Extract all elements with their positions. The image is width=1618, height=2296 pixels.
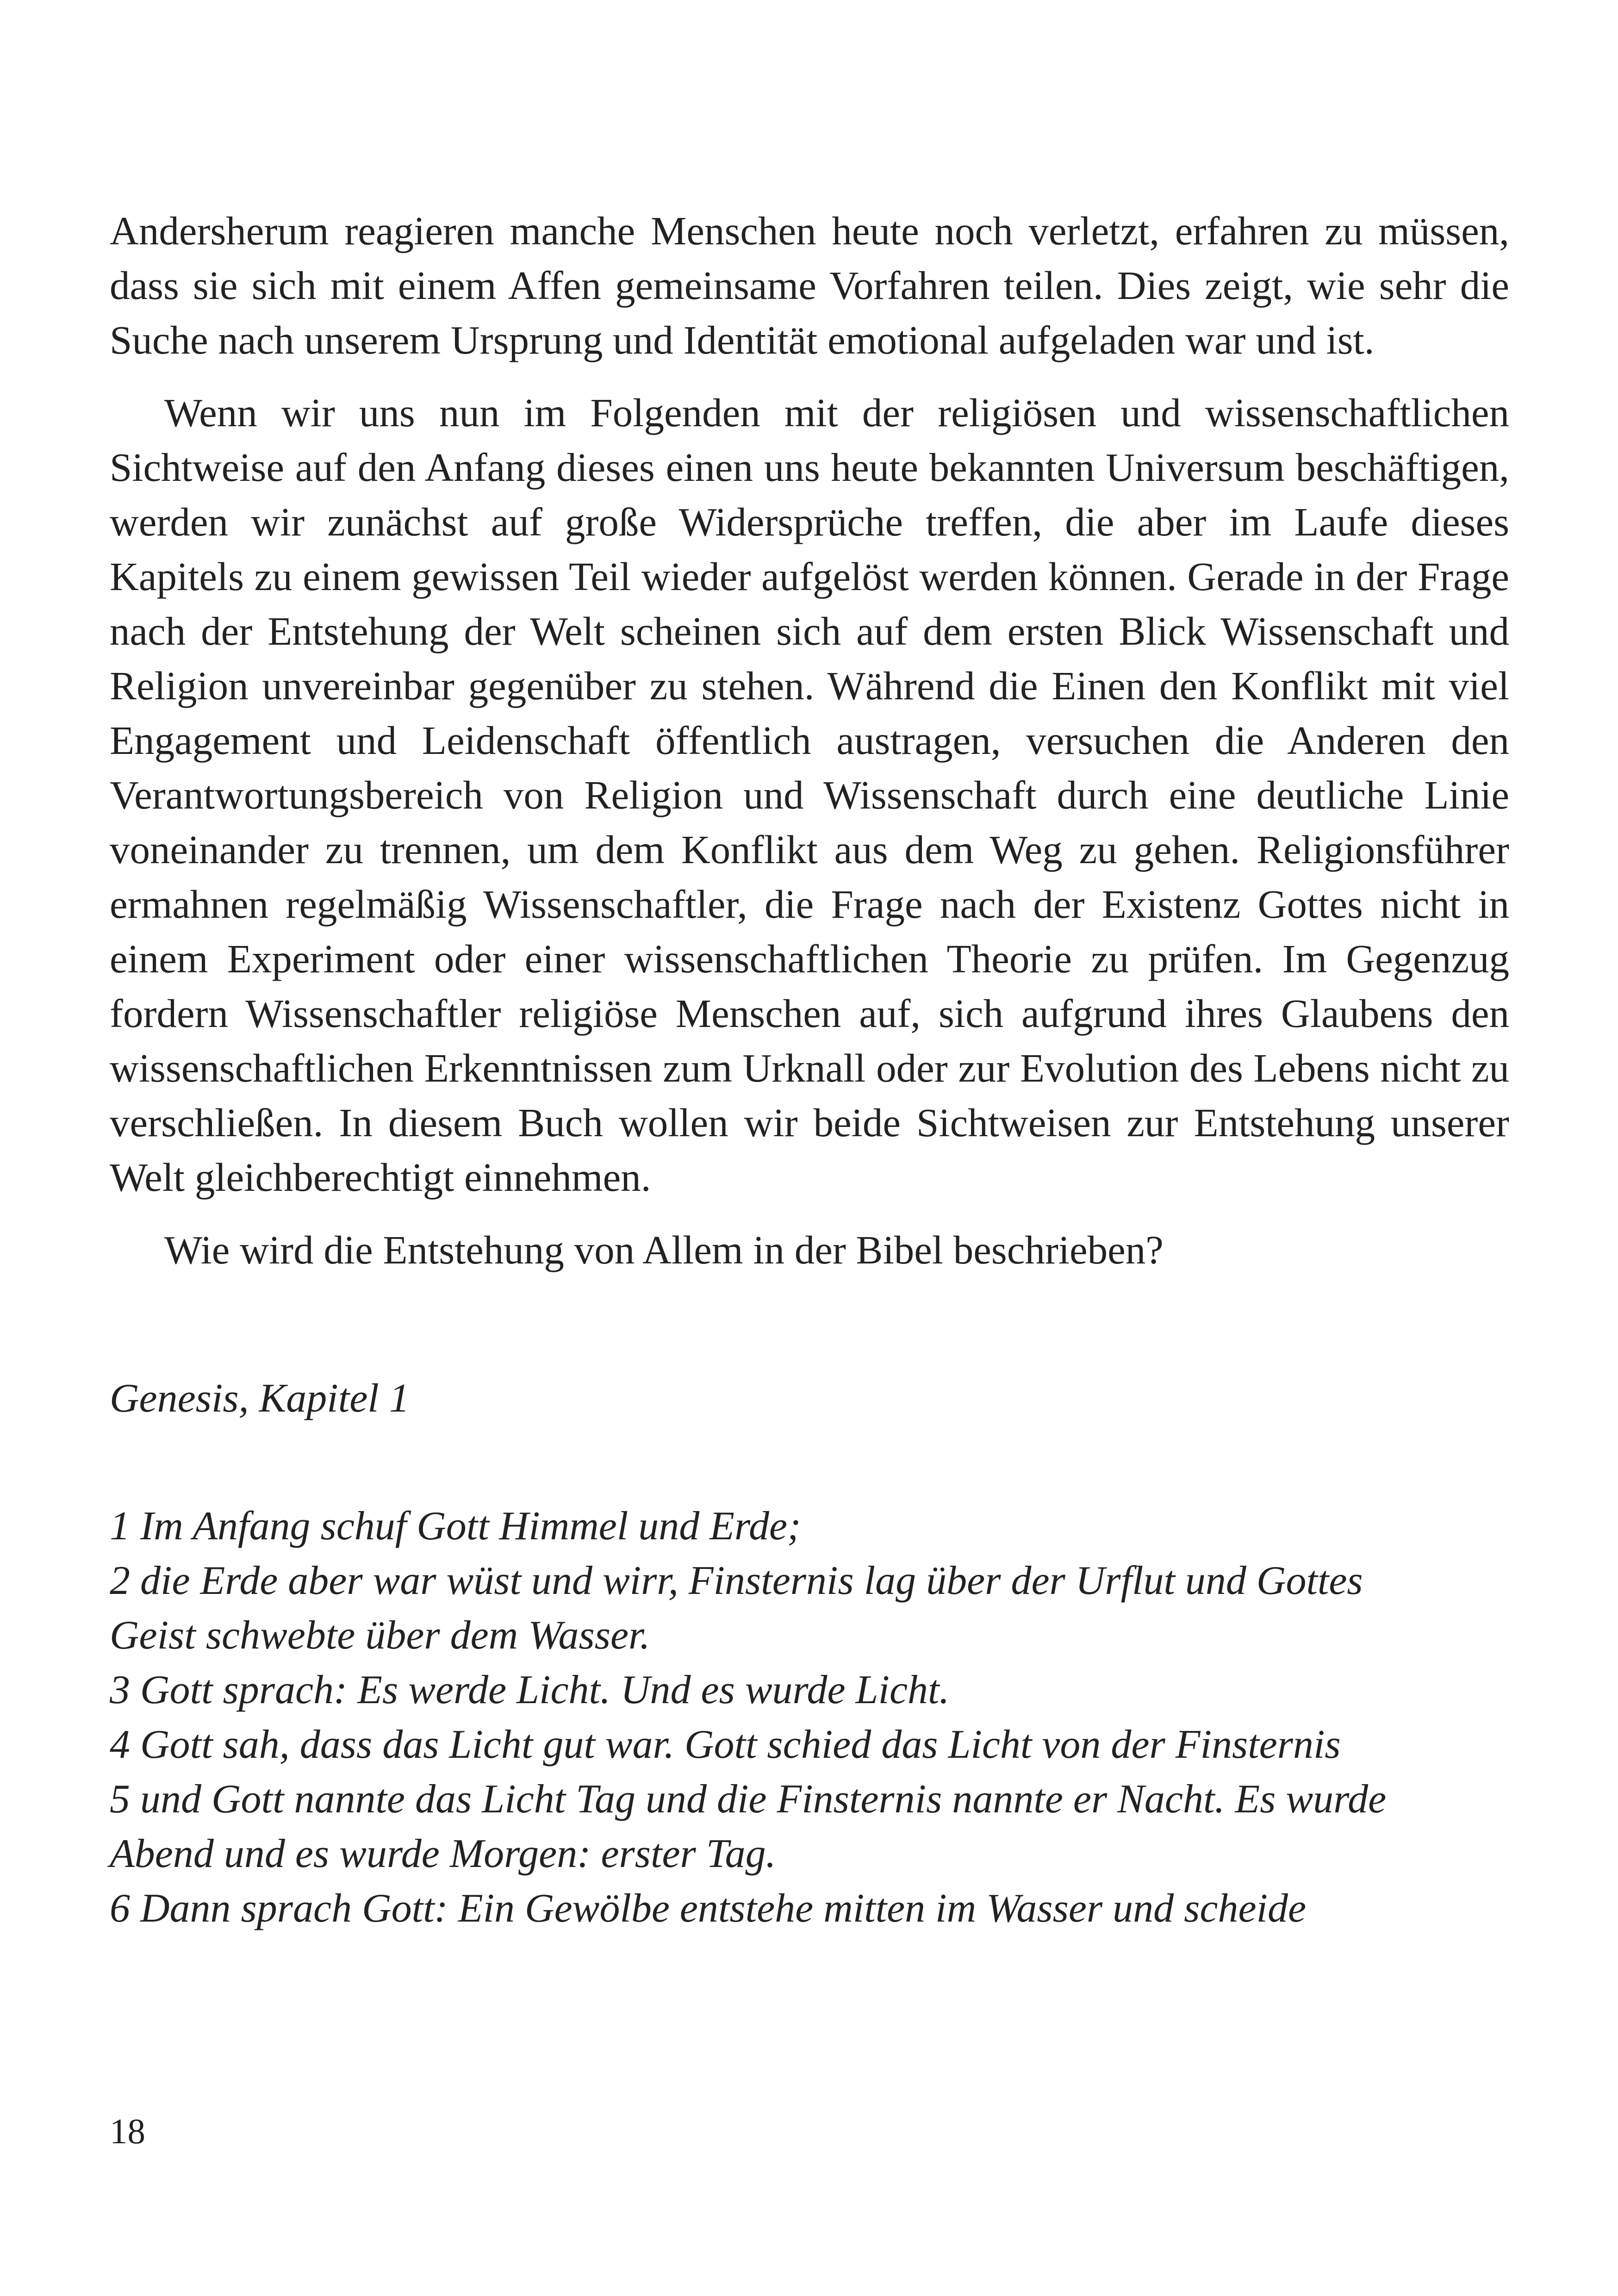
paragraph-intro: Andersherum reagieren manche Menschen heute noch verletzt, erfahren zu müssen, dass sie sich mit einem Affen gemeinsame Vorfahren teilen. Dies zeigt, wie sehr die Suche nach unserem Ursprung und Identität emotional aufgeladen war und ist. [110, 208, 1509, 362]
verse-line: 3 Gott sprach: Es werde Licht. Und es wurde Licht. [110, 1668, 950, 1712]
page-number: 18 [110, 2111, 145, 2151]
paragraph-main: Wenn wir uns nun im Folgenden mit der religiösen und wissenschaftlichen Sichtweise auf den Anfang dieses einen uns heute bekannten Universum beschäftigen, werden wir zunächst auf große Widersprüche treffen, die aber im Laufe dieses Kapitels zu einem gewissen Teil wieder aufgelöst werden können. Gerade in der Frage nach der Entstehung der Welt scheinen sich auf dem ersten Blick Wissenschaft und Religion unvereinbar gegenüber zu stehen. Während die Einen den Konflikt mit viel Engagement und Leidenschaft öffentlich austragen, versuchen die Anderen den Verantwortungsbereich von Religion und Wissenschaft durch eine deutliche Linie voneinander zu trennen, um dem Konflikt aus dem Weg zu gehen. Religionsführer ermahnen regelmäßig Wissenschaftler, die Frage nach der Existenz Gottes nicht in einem Experiment oder einer wissenschaftlichen Theorie zu prüfen. Im Gegenzug fordern Wissenschaftler religiöse Menschen auf, sich aufgrund ihres Glaubens den wissenschaftlichen Erkenntnissen zum Urknall oder zur Evolution des Lebens nicht zu verschließen. In diesem Buch wollen wir beide Sichtweisen zur Entstehung unserer Welt gleichberechtigt einnehmen. [110, 390, 1509, 1200]
verse-line: 5 und Gott nannte das Licht Tag und die Finsternis nannte er Nacht. Es wurde [110, 1777, 1387, 1822]
quote-heading: Genesis, Kapitel 1 [110, 1376, 410, 1421]
verse-line: 2 die Erde aber war wüst und wirr, Finsternis lag über der Urflut und Gottes [110, 1558, 1363, 1603]
verse-line: 6 Dann sprach Gott: Ein Gewölbe entstehe mitten im Wasser und scheide [110, 1886, 1307, 1931]
verse-line: Geist schwebte über dem Wasser. [110, 1613, 650, 1658]
page-body [110, 204, 1509, 1936]
verse-line: 1 Im Anfang schuf Gott Himmel und Erde; [110, 1504, 801, 1549]
verse-line: Abend und es wurde Morgen: erster Tag. [110, 1831, 776, 1876]
paragraph-question: Wie wird die Entstehung von Allem in der Bibel beschrieben? [164, 1227, 1164, 1272]
verse-list [110, 1499, 1509, 1936]
verse-line: 4 Gott sah, dass das Licht gut war. Gott schied das Licht von der Finsternis [110, 1722, 1341, 1767]
